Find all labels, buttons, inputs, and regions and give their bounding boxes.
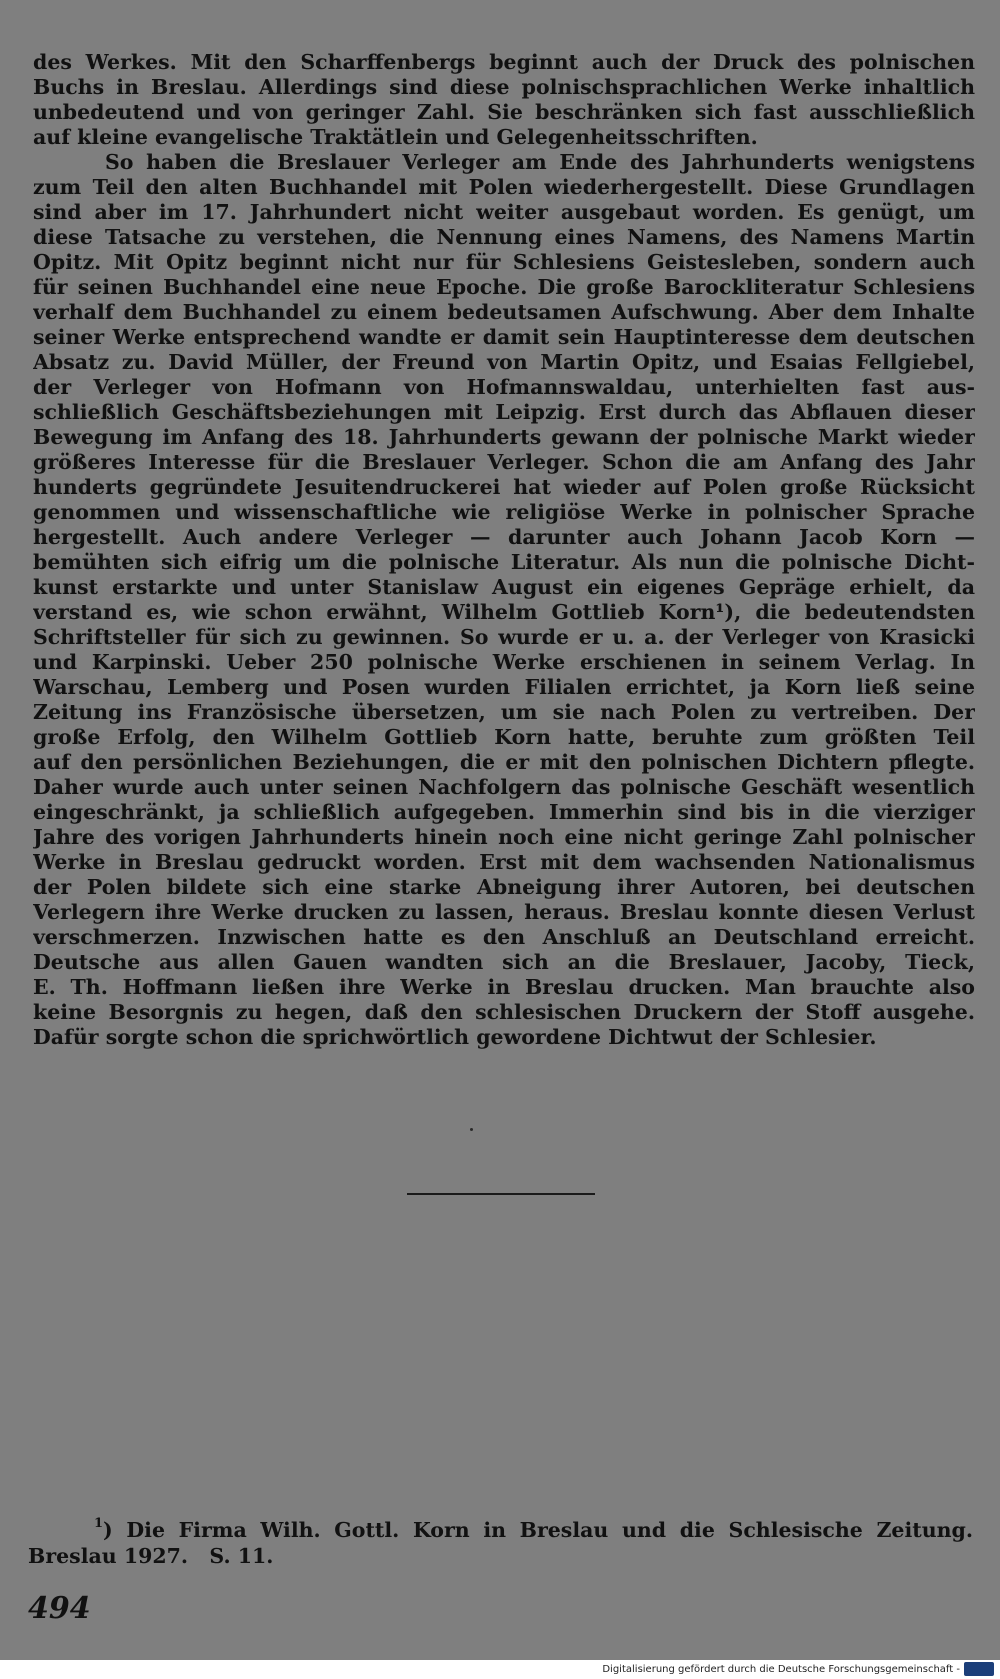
text-line: sind aber im 17. Jahrhundert nicht weiter ausgebaut worden. Es genügt, um [33,200,975,224]
text-line: seiner Werke entsprechend wandte er damit sein Hauptinteresse dem deutschen [33,325,975,349]
text-line: hunderts gegründete Jesuitendruckerei hat wieder auf Polen große Rücksicht [33,475,975,499]
text-line: Absatz zu. David Müller, der Freund von Martin Opitz, und Esaias Fellgiebel, [33,350,975,374]
text-line: unbedeutend und von geringer Zahl. Sie beschränken sich fast ausschließlich [33,100,975,124]
footnote-separator-rule [407,1193,595,1195]
text-line: diese Tatsache zu verstehen, die Nennung eines Namens, des Namens Martin [33,225,975,249]
text-line: größeres Interesse für die Breslauer Verleger. Schon die am Anfang des Jahr [33,450,975,474]
text-line: Jahre des vorigen Jahrhunderts hinein noch eine nicht geringe Zahl polnischer [33,825,975,849]
text-line: und Karpinski. Ueber 250 polnische Werke erschienen in seinem Verlag. In [33,650,975,674]
dfg-logo [964,1662,994,1676]
text-line: Dafür sorgte schon die sprichwörtlich gewordene Dichtwut der Schlesier. [33,1025,877,1049]
text-line: Verlegern ihre Werke drucken zu lassen, heraus. Breslau konnte diesen Verlust [33,900,975,924]
text-line: eingeschränkt, ja schließlich aufgegeben. Immerhin sind bis in die vierziger [33,800,975,824]
text-line: Buchs in Breslau. Allerdings sind diese polnischsprachlichen Werke inhaltlich [33,75,975,99]
text-line: Bewegung im Anfang des 18. Jahrhunderts gewann der polnische Markt wieder [33,425,975,449]
text-line: des Werkes. Mit den Scharffenbergs beginnt auch der Druck des polnischen [33,50,975,74]
text-line: verhalf dem Buchhandel zu einem bedeutsamen Aufschwung. Aber dem Inhalte [33,300,975,324]
footnote [28,1517,973,1569]
footnote-line-2: Breslau 1927. S. 11. [28,1544,274,1568]
text-line: Werke in Breslau gedruckt worden. Erst mit dem wachsenden Nationalismus [33,850,975,874]
text-line: hergestellt. Auch andere Verleger — darunter auch Johann Jacob Korn — [33,525,975,549]
text-line: verstand es, wie schon erwähnt, Wilhelm Gottlieb Korn¹), die bedeutendsten [33,600,975,624]
footnote-text: Die Firma Wilh. Gottl. Korn in Breslau und die Schlesische Zeitung. [126,1518,974,1542]
text-line: große Erfolg, den Wilhelm Gottlieb Korn hatte, beruhte zum größten Teil [33,725,975,749]
page-number: 494 [28,1591,91,1626]
text-line: bemühten sich eifrig um die polnische Literatur. Als nun die polnische Dicht- [33,550,975,574]
text-line: keine Besorgnis zu hegen, daß den schlesischen Druckern der Stoff ausgehe. [33,1000,975,1024]
text-line: auf kleine evangelische Traktätlein und Gelegenheitsschriften. [33,125,758,149]
main-text [33,50,975,1050]
footnote-marker-suffix: ) [103,1518,113,1542]
text-line: Zeitung ins Französische übersetzen, um sie nach Polen zu vertreiben. Der [33,700,975,724]
digitization-credit: Digitalisierung gefördert durch die Deutsche Forschungsgemeinschaft - [602,1664,960,1675]
text-line: schließlich Geschäftsbeziehungen mit Leipzig. Erst durch das Abflauen dieser [33,400,975,424]
text-line: der Polen bildete sich eine starke Abneigung ihrer Autoren, bei deutschen [33,875,975,899]
text-line: auf den persönlichen Beziehungen, die er mit den polnischen Dichtern pflegte. [33,750,975,774]
footnote-line-1 [28,1517,973,1543]
text-line: für seinen Buchhandel eine neue Epoche. Die große Barockliteratur Schlesiens [33,275,975,299]
speck-mark [470,1128,473,1131]
text-line: genommen und wissenschaftliche wie religiöse Werke in polnischer Sprache [33,500,975,524]
credit-bar [0,1660,1000,1679]
text-line: Opitz. Mit Opitz beginnt nicht nur für Schlesiens Geistesleben, sondern auch [33,250,975,274]
text-line: kunst erstarkte und unter Stanislaw August ein eigenes Gepräge erhielt, da [33,575,975,599]
text-line: Daher wurde auch unter seinen Nachfolgern das polnische Geschäft wesentlich [33,775,975,799]
text-line: E. Th. Hoffmann ließen ihre Werke in Breslau drucken. Man brauchte also [33,975,975,999]
text-line: Schriftsteller für sich zu gewinnen. So wurde er u. a. der Verleger von Krasicki [33,625,975,649]
text-line: Deutsche aus allen Gauen wandten sich an die Breslauer, Jacoby, Tieck, [33,950,975,974]
text-line: So haben die Breslauer Verleger am Ende des Jahrhunderts wenigstens [105,150,975,174]
text-line: Warschau, Lemberg und Posen wurden Filialen errichtet, ja Korn ließ seine [33,675,975,699]
text-line: der Verleger von Hofmann von Hofmannswaldau, unterhielten fast aus- [33,375,975,399]
text-line: zum Teil den alten Buchhandel mit Polen wiederhergestellt. Diese Grundlagen [33,175,975,199]
text-line: verschmerzen. Inzwischen hatte es den Anschluß an Deutschland erreicht. [33,925,975,949]
footnote-marker: 1 [94,1516,104,1531]
